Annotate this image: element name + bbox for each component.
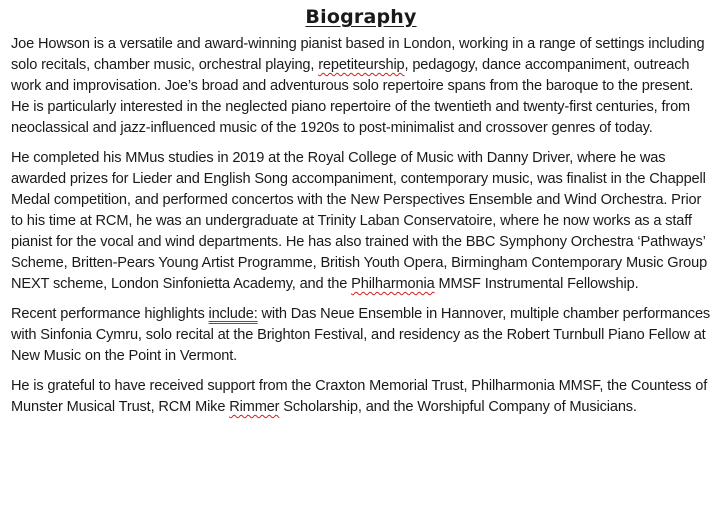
page-title: Biography [305, 6, 417, 28]
grammar-issue-word[interactable]: include: [208, 306, 258, 322]
paragraph-support[interactable] [11, 376, 711, 418]
document-page [11, 4, 711, 427]
text-run: , pedagogy, dance accompaniment, outreach work and improvisation. Joe’s broad and adventurous solo repertoire spans from the baroque to the present. He is particularly interested in the neglected piano repertoire of the twentieth and twenty-first centuries, from neoclassical and jazz-influenced music of the 1920s to post-minimalist and crossover genres of today. [11, 57, 694, 136]
text-run: Recent performance highlights [11, 306, 209, 322]
text-run: Scholarship, and the Worshipful Company of Musicians. [279, 399, 637, 415]
text-run: with Das Neue Ensemble in Hannover, multiple chamber performances with Sinfonia Cymru, solo recital at the Brighton Festival, and residency as the Robert Turnbull Piano Fellow at New Music on the Point in Vermont. [11, 306, 711, 364]
text-run: He completed his MMus studies in 2019 at the Royal College of Music with Danny Driver, where he was awarded prizes for Lieder and English Song accompaniment, contemporary music, was finalist in the Chappell Medal competition, and performed concertos with the New Perspectives Ensemble and Wind Orchestra. Prior to his time at RCM, he was an undergraduate at Trinity Laban Conservatoire, where he now works as a staff pianist for the vocal and wind departments. He has also trained with the BBC Symphony Orchestra ‘Pathways’ Scheme, Britten-Pears Young Artist Programme, British Youth Opera, Birmingham Contemporary Music Group NEXT scheme, London Sinfonietta Academy, and the [11, 150, 708, 292]
text-run: Joe Howson is a versatile and award-winning pianist based in London, working in a range of settings including solo recitals, chamber music, orchestral playing, [11, 36, 705, 73]
spelling-error-word[interactable]: Rimmer [229, 399, 280, 415]
spelling-error-word[interactable]: repetiteurship [318, 57, 405, 73]
text-run: He is grateful to have received support from the Craxton Memorial Trust, Philharmonia MMSF, the Countess of Munster Musical Trust, RCM Mike [11, 378, 708, 415]
paragraph-highlights[interactable] [11, 304, 711, 367]
paragraph-education[interactable] [11, 148, 711, 295]
paragraph-intro[interactable] [11, 34, 711, 139]
spelling-error-word[interactable]: Philharmonia [351, 276, 435, 292]
text-run: MMSF Instrumental Fellowship. [434, 276, 639, 292]
